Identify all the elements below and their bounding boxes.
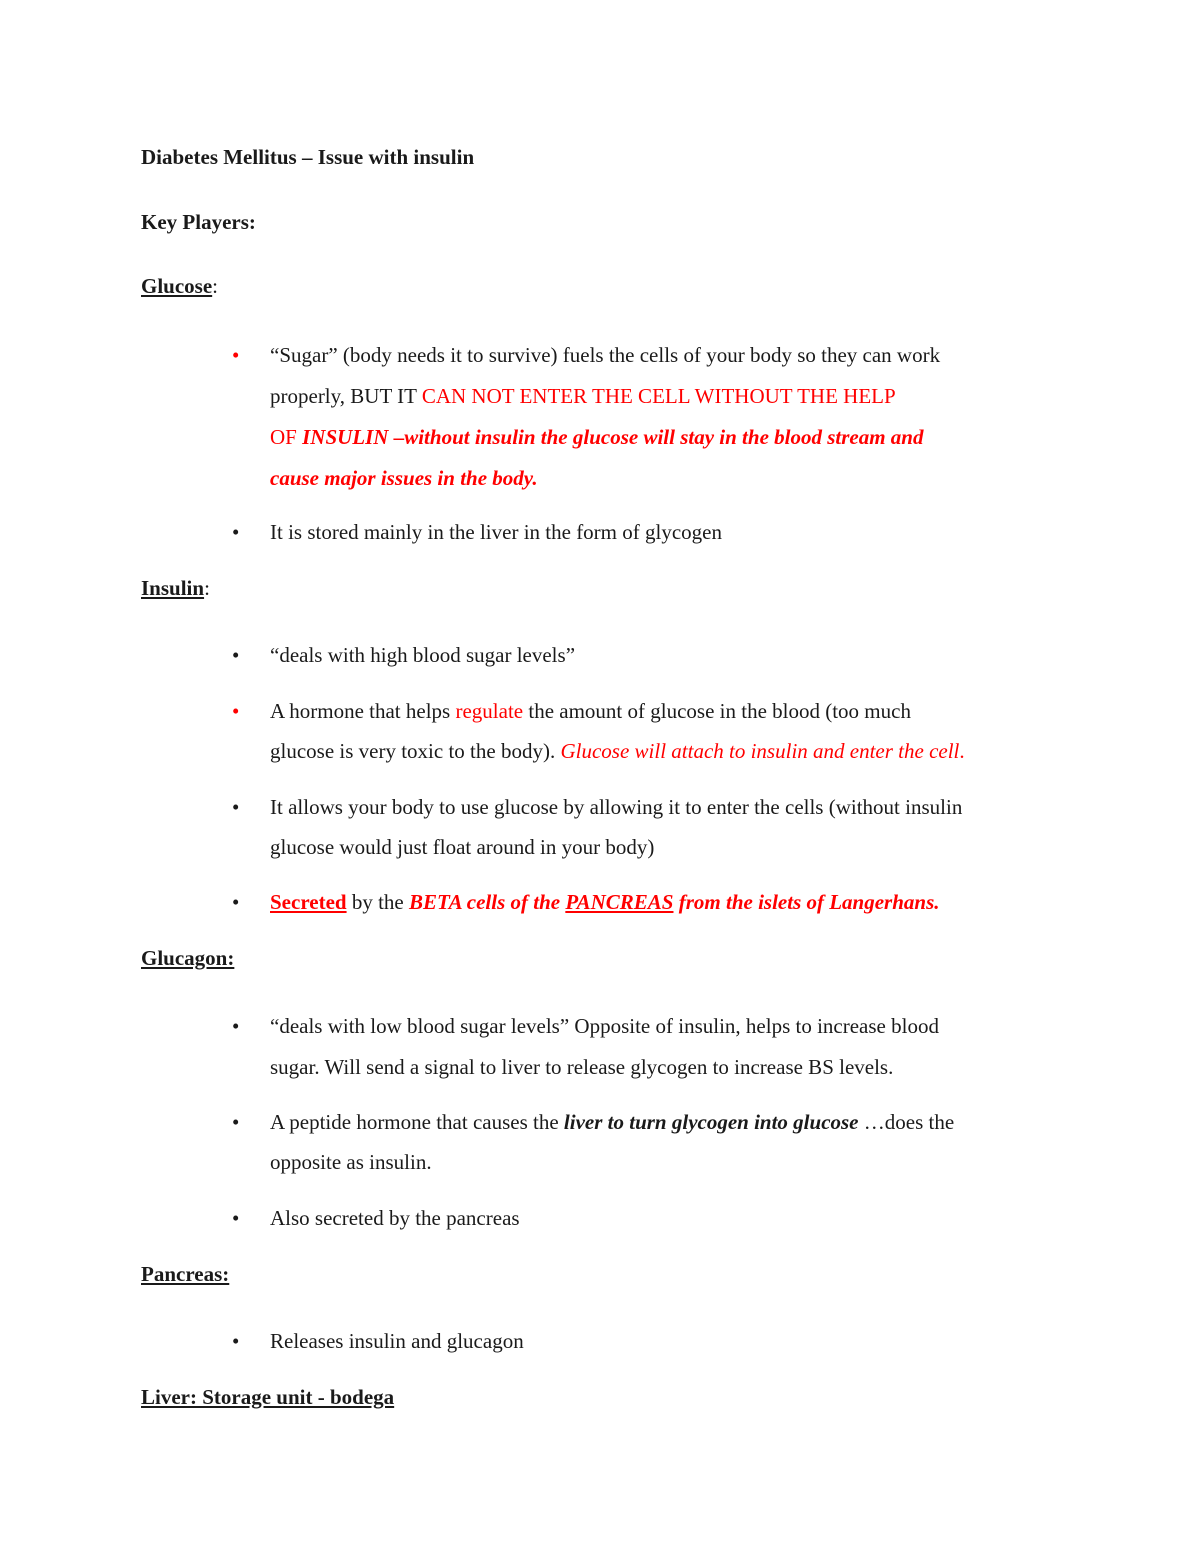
bullet-icon: • (232, 1206, 240, 1230)
insulin-bullet-3-line-2: glucose would just float around in your body) (270, 835, 655, 859)
glucagon-bullet-2-line-2: opposite as insulin. (270, 1150, 432, 1174)
glucose-bullet-1-line-4: cause major issues in the body. (270, 466, 538, 490)
bullet-icon: • (232, 643, 240, 667)
insulin-bullet-3-line-1: It allows your body to use glucose by allowing it to enter the cells (without insulin (270, 795, 963, 819)
text-run-red-bold-underline: Secreted (270, 890, 347, 914)
text-run-red: . (959, 739, 965, 763)
bullet-icon: • (232, 1014, 240, 1038)
glucagon-heading: Glucagon: (141, 946, 235, 970)
pancreas-bullet-1-text: Releases insulin and glucagon (270, 1329, 524, 1353)
bullet-icon: • (232, 343, 240, 367)
insulin-bullet-2-line-2 (270, 738, 965, 764)
text-run-red: OF (270, 425, 303, 449)
glucose-heading (141, 273, 218, 299)
insulin-bullet-4-text (270, 889, 940, 915)
glucagon-bullet-1-line-1: “deals with low blood sugar levels” Opposite of insulin, helps to increase blood (270, 1014, 939, 1038)
text-run-red-bold-italic: from the islets of Langerhans. (673, 890, 940, 914)
text-run-red: CAN NOT ENTER THE CELL WITHOUT THE HELP (421, 384, 896, 408)
text-run: by the (346, 890, 409, 914)
bullet-icon: • (232, 890, 240, 914)
glucose-bullet-1-line-1: “Sugar” (body needs it to survive) fuels the cells of your body so they can work (270, 343, 941, 367)
text-run-red-bold-italic: INSULIN –without insulin the glucose will stay in the blood stream and (302, 425, 924, 449)
text-run-red: regulate (455, 699, 524, 723)
key-players-heading: Key Players: (141, 210, 256, 234)
insulin-heading (141, 575, 210, 601)
text-run: …does the (858, 1110, 955, 1134)
text-run: A peptide hormone that causes the (270, 1110, 564, 1134)
glucose-heading-label: Glucose (141, 274, 213, 298)
insulin-heading-label: Insulin (141, 576, 205, 600)
glucagon-bullet-2-line-1 (270, 1109, 954, 1135)
insulin-bullet-2-line-1 (270, 698, 911, 724)
insulin-heading-colon: : (204, 576, 210, 600)
text-run: the amount of glucose in the blood (too much (523, 699, 911, 723)
text-run-red-bold-italic: BETA cells of the (408, 890, 566, 914)
glucose-bullet-1-line-3 (270, 424, 924, 450)
bullet-icon: • (232, 699, 240, 723)
liver-heading: Liver: Storage unit - bodega (141, 1385, 395, 1409)
bullet-icon: • (232, 1329, 240, 1353)
bullet-icon: • (232, 1110, 240, 1134)
glucose-heading-colon: : (212, 274, 219, 298)
bullet-icon: • (232, 795, 240, 819)
glucose-bullet-1-line-2 (270, 383, 896, 409)
glucose-bullet-2-text: It is stored mainly in the liver in the form of glycogen (270, 520, 722, 544)
pancreas-heading: Pancreas: (141, 1262, 230, 1286)
glucagon-bullet-1-line-2: sugar. Will send a signal to liver to release glycogen to increase BS levels. (270, 1055, 894, 1079)
text-run: glucose is very toxic to the body). (270, 739, 561, 763)
bullet-icon: • (232, 520, 240, 544)
text-run-red-bold-italic-underline: PANCREAS (565, 890, 674, 914)
text-run: properly, BUT IT (270, 384, 422, 408)
text-run: A hormone that helps (270, 699, 456, 723)
text-run-red-italic: Glucose will attach to insulin and enter the cell (560, 739, 960, 763)
document-title: Diabetes Mellitus – Issue with insulin (141, 145, 475, 169)
glucagon-bullet-3-text: Also secreted by the pancreas (270, 1206, 520, 1230)
insulin-bullet-1-text: “deals with high blood sugar levels” (270, 643, 576, 667)
text-run-bold-italic: liver to turn glycogen into glucose (563, 1110, 859, 1134)
